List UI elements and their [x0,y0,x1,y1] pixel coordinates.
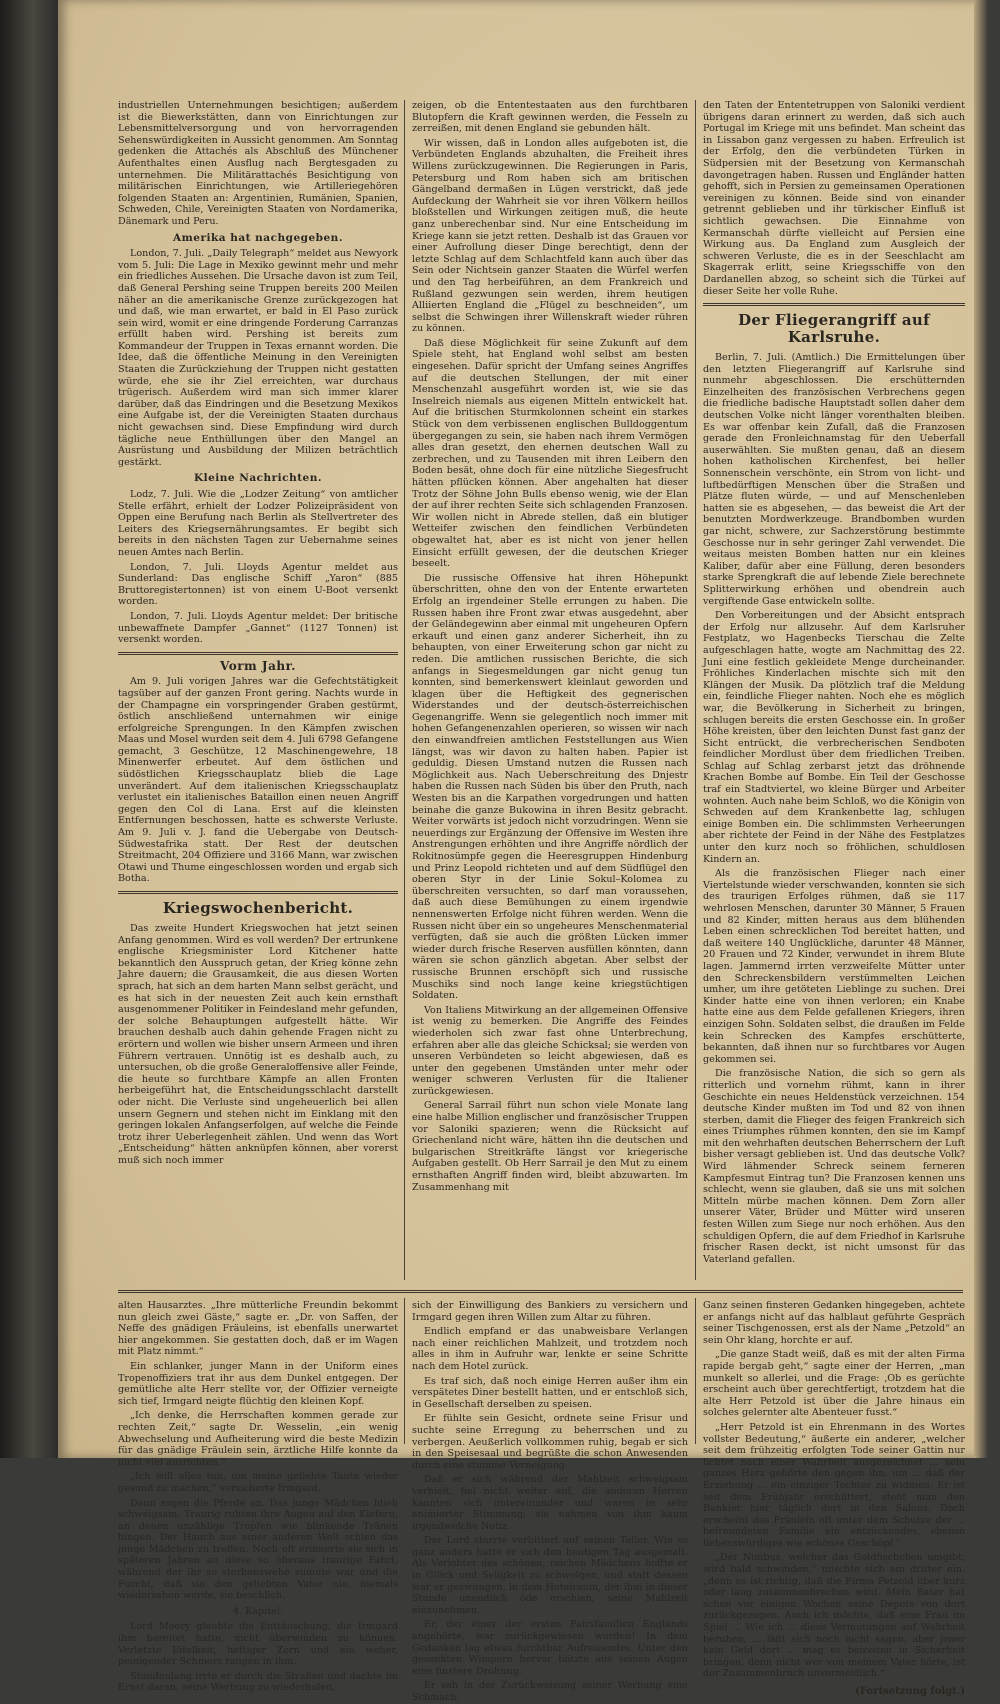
article-text: Die französische Nation, die sich so gern als ritterlich und vornehm rühmt, kann in ihrer Geschichte ein neues Heldenstück verzeichnen. 154 deutsche Kinder mußten im Tod und 82 von ihnen sterben, damit die Flieger des feigen Frankreich sich eines Triumphes rühmen konnten, den sie im Kampf mit den wehrhaften deutschen Beherrschern der Luft bisher versagt geblieben ist. Und das deutsche Volk? Wird lähmender Schreck seinem ferneren Kampfesmut Eintrag tun? Die Franzosen kennen uns schlecht, wenn sie glauben, daß sie uns mit solchen Mitteln mürbe machen können. Dem Zorn aller unserer Väter, Brüder und Mütter wird unseren festen Willen zum Siege nur noch erhöhen. Aus den schuldigen Opfern, die auf dem Friedhof in Karlsruhe frischer Rasen deckt, ist nicht umsonst für das Vaterland gefallen. [703,1068,965,1265]
article-text: den Taten der Ententetruppen von Saloniki verdient übrigens daran erinnert zu werden, daß sich auch Portugal im Kriege mit uns befindet. Man scheint das in Lissabon ganz vergessen zu haben. Erfreulich ist der Erfolg, den die verbündeten Türken in Südpersien mit der Besetzung von Kermanschah davongetragen haben. Russen und Engländer hatten gehofft, sich in Persien zu gemeinsamen Operationen vereinigen zu können. Beide sind von einander getrennt geblieben und ihr türkischer Einfluß ist sichtlich gewachsen. Die Einnahme von Kermanschah dürfte vielleicht auf Persien eine Wirkung aus. Da England zum Ausgleich der schweren Verluste, die es in der Seeschlacht am Skagerrak erlitt, seine Kriegsschiffe von den Dardanellen abzog, so scheint sich die Türkei auf dieser Seite her volle Ruhe. [703,100,965,297]
column-rule [404,1298,405,1444]
article-text: zeigen, ob die Ententestaaten aus den furchtbaren Blutopfern die Kraft gewinnen werden, die Fesseln zu zerreißen, mit denen England sie gebunden hält. [412,100,688,135]
headline-amerika: Amerika hat nachgegeben. [173,231,343,244]
article-text: Als die französischen Flieger nach einer Viertelstunde wieder verschwanden, konnten sie sich des traurigen Erfolges rühmen, daß sie 117 wehrlosen Menschen, darunter 30 Männer, 5 Frauen und 82 Kinder, mitten heraus aus dem blühenden Leben einen schrecklichen Tod bereitet hatten, und daß weitere 140 Unglückliche, darunter 48 Männer, 20 Frauen und 72 Kinder, verwundet in ihrem Blute lagen. Jammernd irrten verzweifelte Mütter unter den Schreckensbildern verstümmelten Leichen umher, um ihre getöteten Lieblinge zu suchen. Drei Kinder hatte eine von ihnen verloren; ein Knabe hatte eine aus dem Felde gefallenen Kriegers, ihren einzigen Sohn. Soldaten selbst, die draußen im Felde kein Schrecken des Kampfes erschütterte, bekannten, daß ihnen nur so furchtbares vor Augen gekommen sei. [703,868,965,1065]
serial-text: Es traf sich, daß noch einige Herren außer ihm ein verspätetes Diner bestellt hatten, und er entschloß sich, in Gesellschaft derselben zu speisen. [412,1375,688,1410]
article-text: Lodz, 7. Juli. Wie die „Lodzer Zeitung“ von amtlicher Stelle erfährt, erhielt der Lodzer Polizeipräsident von Oppen eine Berufung nach Berlin als Stellvertreter des Leiters des Kriegsernährungsamtes. Er begibt sich bereits in den nächsten Tagen zur Uebernahme seines neuen Amtes nach Berlin. [118,489,398,558]
serial-text: Er fühlte sein Gesicht, ordnete seine Frisur und suchte seine Erregung zu beherrschen und zu verbergen. Aeußerlich vollkommen ruhig, begab er sich in den Speisesaal und begrüßte die schon Anwesenden durch eine stumme Verneigung. [412,1413,688,1471]
headline-vorm-jahr: Vorm Jahr. [220,658,296,673]
serial-text: Er sah in der Zurückweisung seiner Werbung eine Schmach. [412,1680,688,1703]
article-text: Wir wissen, daß in London alles aufgeboten ist, die Verbündeten Englands abzuhalten, die Freiheit ihres Willens zurückzugewinnen. Die Regierungen in Paris, Petersburg und Rom haben sich am britischen Gängelband dermaßen in Lügen verstrickt, daß jede Aufdeckung der Wahrheit sie vor ihren Völkern heillos bloßstellen und Wirkungen zeitigen muß, die heute ganz unberechenbar sind. Nur eine Entscheidung im Kriege kann sie jetzt retten. Deshalb ist das Grauen vor einer Aufrollung dieser Dinge berechtigt, denn der letzte Schlag auf dem Schlachtfeld kann auch über das Sein oder Nichtsein ganzer Staaten die Würfel werfen und den Tag herbeiführen, an dem Frankreich und Rußland gezwungen sein werden, ihrem heutigen Alliierten England die „Flügel zu beschneiden“, um selbst die Schwingen ihrer Willenskraft wieder rühren zu können. [412,137,688,335]
article-text: Daß diese Möglichkeit für seine Zukunft auf dem Spiele steht, hat England wohl selbst am besten eingesehen. Dafür spricht der Umfang seines Angriffes auf die deutschen Stellungen, der mit einer Menschenzahl ausgeführt worden ist, wie sie das Inselreich niemals aus eigenen Mitteln entwickelt hat. Auf die britischen Sturmkolonnen scheint ein starkes Stück von dem verbissenen englischen Bulldoggentum übergegangen zu sein, sie haben nach ihrem Vermögen alles dran gesetzt, den ehernen deutschen Wall zu zerbrechen, und zu Tausenden mit ihren Leibern den Boden besät, ohne doch für eine nützliche Siegesfrucht hätten pflücken können. Aber angehalten hat dieser Trotz der Söhne John Bulls ebenso wenig, wie der Elan der auf ihrer rechten Seite sich schlagenden Franzosen. Wir wollen nicht in Abrede stellen, daß ein blutiger Wetteifer zwischen den feindlichen Verbündeten obgewaltet hat, aber es ist nicht von jener hellen Einsicht erfüllt gewesen, der die deutschen Krieger beseelt. [412,337,688,570]
serial-text: Er, der einer der ersten Pairsfamilien Englands angehörte, war zurückgewiesen worden! In dem Gedanken lag etwas furchtbar Aufreizendes. Unter den gesenkten Wimpern hervor blitzte aus seinen Augen eine finstere Drohung. [412,1619,688,1677]
serial-text: „Ich will alles tun, um meine geliebte Tante wieder gesund zu machen,“ versicherte Irmgard. [118,1471,398,1494]
serial-text: „Die ganze Stadt weiß, daß es mit der alten Firma rapide bergab geht,“ sagte einer der Herren, „man munkelt so allerlei, und die Frage: ‚Ob es gerüchte erscheint auch über gerechtfertigt, trotzdem hat die alte Herr Petzold ist über die Jahre hinaus ein solches gelernter alte Abenteuer fusst.“ [703,1349,965,1419]
article-text: General Sarrail führt nun schon viele Monate lang eine halbe Million englischer und französischer Truppen vor Saloniki spazieren; wenn die Rücksicht auf Griechenland nicht wäre, hätten ihn die deutschen und bulgarischen Streitkräfte längst vor kriegerische Aufgaben gestellt. Ob Herr Sarrail je den Mut zu einem ernsthaften Angriff finden wird, bleibt abzuwarten. Im Zusammenhang mit [412,1100,689,1193]
headline-kleine-nachrichten: Kleine Nachrichten. [193,472,323,485]
serial-text: Stundenlang irrte er durch die Straßen und dachte im Ernst daran, seine Werbung zu wiederholen, [118,1670,398,1694]
article-text: London, 7. Juli. Lloyds Agentur meldet: Der britische unbewaffnete Dampfer „Gannet“ (1127 Tonnen) ist versenkt worden. [118,610,398,646]
chapter-heading: 4. Kapitel. [233,1605,283,1617]
serial-text: „Herr Petzold ist ein Ehrenmann in des Wortes vollster Bedeutung,“ äußerte ein anderer, „welcher seit dem frühzeitig erfolgten Tode seiner Gattin nur lichtet nach einer Wahrheit ausgezeichnet ... sein ganzes Herz gehörte den gegen ihn, um ... daß der Erziehung ... ein einziger Tochter zu widmen. Er ist seit dem Frühjahr erschüttert, steht man den Bankier hier täglich dort in den Salons. Doch erscheint das Fräulein oft unter dem Schutze der ... befreundeten Familie ein entzückendes, ebenso liebenswürdiges wie schönes Geschöpf.“ [703,1421,965,1549]
article-text: Von Italiens Mitwirkung an der allgemeinen Offensive ist wenig zu bemerken. Die Angriffe des Feindes wiederholen sich zwar fast ohne Unterbrechung, erfahren aber alle das gleiche Schicksal; sie werden von unseren Verbündeten so leicht abgewiesen, daß es unter den gegebenen Umständen unter mehr oder weniger schweren Verlusten für die Italiener zurückgewiesen. [412,1004,688,1097]
headline-fliegerangriff: Der Fliegerangriff auf Karlsruhe. [738,311,930,347]
page-edge [974,0,988,1458]
serial-text: Der Lord starrte verbittert auf seinen Teller. Wie so ganz anders hatte er sich den heutigen Tag ausgemalt. Als Verlobter des schönen, reichen Mädchens hoffte er in Glück und Seligkeit zu schwelgen, und statt dessen war er gezwungen, in dem Hotelraum, der ihm in dieser Stunde unendlich öde erschien, seine Mahlzeit einzunehmen. [412,1535,688,1616]
column-rule [404,100,405,1280]
column-rule [695,100,696,1280]
serial-column-1 [118,1300,398,1694]
serial-text: sich der Einwilligung des Bankiers zu versichern und Irmgard gegen ihren Willen zum Altar zu führen. [412,1300,688,1323]
serial-column-2 [412,1300,688,1703]
serial-text: Endlich empfand er das unabweisbare Verlangen nach einer reichlichen Mahlzeit, und trotzdem noch alles in ihm in Aufruhr war, lenkte er seine Schritte nach dem Hotel zurück. [412,1326,688,1372]
serial-text: Ganz seinen finsteren Gedanken hingegeben, achtete er anfangs nicht auf das halblaut geführte Gespräch seiner Tischgenossen, erst als der Name „Petzold“ an sein Ohr klang, horchte er auf. [703,1300,965,1346]
serial-text: Lord Moory glaubte die Enttäuschung, die Irmgard ihm bereitet hatte, nicht überwinden zu können. Verletzte Eitelkeit, heftiger Zorn und ein weher, peinigender Schmerz rangen in ihm. [118,1621,398,1668]
serial-text: „Der Nimbus, welcher das Goldfischchen umgibt, wird bald schwinden,“ mischte sich ein dritter ein. „denn es ist richtig, daß die Firma Petzold über kurz oder lang zusammenbrechen wird. Mein Bater hat schon vor einigen Wochen seine Depots von dort zurückgezogen. Auch ich möchte, daß eine Frau im Spiel ... Wie ich ... diese Vermutungen auf Wahrheit beruhen, ... läßt sich noch nicht sagen, aber jener kein Geld dort ... mag es beizeiten in Sicherheit bringen, denn nicht wer von meinem Vater hörte, ist der Zusammenbruch unvermeidlich.“ [703,1552,965,1680]
article-text: London, 7. Juli. Lloyds Agentur meldet aus Sunderland: Das englische Schiff „Yaron“ (885 Bruttoregistertonnen) ist von einem U-Boot versenkt worden. [118,561,398,608]
article-text: London, 7. Juli. „Daily Telegraph“ meldet aus Newyork vom 5. Juli: Die Lage in Mexiko gewinnt mehr und mehr ein friedliches Aussehen. Die Ursache davon ist zum Teil, daß General Pershing seine Truppen bereits 200 Meilen näher an die amerikanische Grenze zurückgezogen hat und daß, wie man erwartet, er bald in El Paso zurück sein wird, womit er eine dringende Forderung Carranzas erfüllt haben wird. Pershing ist bereits zum Kommandeur der Truppen in Texas ernannt worden. Die Idee, daß die öffentliche Meinung in den Vereinigten Staaten die Zurückziehung der Truppen nicht gestatten würde, ehe sie ihr Ziel erreichten, war durchaus trügerisch. Außerdem wird man sich immer klarer darüber, daß das Eindringen und die Besetzung Mexikos eine Aufgabe ist, der die Vereinigten Staaten durchaus nicht gewachsen sind. Diese Empfindung wird durch tägliche neue Enthüllungen über den Mangel an Ausrüstung und Ausbildung der Milizen beträchtlich gestärkt. [118,248,398,468]
serial-text: alten Hausarztes. „Ihre mütterliche Freundin bekommt nun gleich zwei Gäste,“ sagte er. „Dr. von Saffen, der Neffe des gnädigen Fräuleins, ist ebenfalls unerwartet hier angekommen. Sie gestatten doch, daß er im Wagen mit Platz nimmt.“ [118,1300,398,1358]
section-rule [118,652,398,655]
column-1 [118,100,398,1285]
article-text: Berlin, 7. Juli. (Amtlich.) Die Ermittelungen über den letzten Fliegerangriff auf Karlsruhe sind nunmehr abgeschlossen. Die erschütternden Einzelheiten des französischen Verbrechens gegen die friedliche badische Hauptstadt sollen daher dem deutschen Volke nicht länger vorenthalten bleiben. Es war offenbar kein Zufall, daß die Franzosen gerade den Fronleichnamstag für den Ueberfall auserwählten. Sie mußten genau, daß an diesem hohen katholischen Kirchenfest, bei heller Sonnenschein verschönte, ein Strom von licht- und luftbedürftigen Menschen über die Straßen und Plätze fluten würde, — und auf Menschenleben hatten sie es abgesehen, — das beweist die Art der benutzten Mordwerkzeuge. Brandbomben wurden gar nicht, schwere, zur Sachzerstörung bestimmte Geschosse nur in sehr geringer Zahl verwendet. Die weitaus meisten Bomben hatten nur ein kleines Kaliber, dafür aber eine Füllung, deren besonders starke Sprengkraft die auf lebende Ziele berechnete Splitterwirkung erhöhen und obendrein auch vergiftende Gase entwickeln sollte. [703,352,965,607]
column-rule [695,1298,696,1444]
serial-text: „Ich denke, die Herrschaften kommen gerade zur rechten Zeit,“ sagte Dr. Wesselin, „ein wenig Abwechselung und Aufheiterung wird die beste Medizin für das gnädige Fräulein sein, ärztliche Hilfe konnte da nicht viel ausrichten.“ [118,1410,398,1468]
article-text: Die russische Offensive hat ihren Höhepunkt überschritten, ohne den von der Entente erwarteten Erfolg an irgendeiner Stelle errungen zu haben. Die Russen haben ihre Front zwar etwas ausgedehnt, aber der Geländegewinn aber einmal mit ungeheuren Opfern erkauft und einen ganz anderer Sicherheit, ihn zu behaupten, von einer Erweiterung schon gar nicht zu reden. Die amtlichen russischen Berichte, die sich anfangs in Siegesmeldungen gar nicht genug tun konnten, sind bemerkenswert kleinlaut geworden und klagen über die Heftigkeit des gegnerischen Widerstandes und der deutsch-österreichischen Gegenangriffe. Wenn sie gelegentlich noch immer mit hohen Gefangenenzahlen operieren, so wissen wir nach den einwandfreien amtlichen Feststellungen aus Wien längst, was wir davon zu halten haben. Papier ist geduldig. Diesen Umstand nutzen die Russen nach Möglichkeit aus. Nach Ueberschreitung des Dnjestr haben die Russen nach Süden bis über den Pruth, nach Westen bis an die Karpathen vorgedrungen und hatten beinahe die ganze Bukowina in ihren Besitz gebracht. Weiter vorwärts ist jedoch nicht vorzudringen. Wenn sie neuerdings zur Ergänzung der Offensive im Westen ihre Anstrengungen erhöhten und ihre Angriffe nördlich der Rokitnosümpfe gegen die Heeresgruppen Hindenburg und Prinz Leopold richteten und auf dem Südflügel den oberen Styr in der Linie Sokul–Kolomea zu überschreiten versuchten, so darf man voraussehen, daß auch diese Bemühungen zu einem irgendwie nennenswerten Erfolge nicht führen werden. Wenn die Russen nicht über ein so ungeheures Menschenmaterial verfügten, daß sie auch die größten Lücken immer wieder durch frische Reserven ausfüllen könnten, dann wären sie schon gänzlich abgetan. Aber selbst der russische Brunnen erschöpft sich und russische Muschiks sind noch lange keine kriegstüchtigen Soldaten. [412,572,688,1002]
serial-text: Dann zogen die Pferde an. Das junge Mädchen blieb schweigsam. Traurig ruhten ihre Augen auf den Kiefern, an denen unzählige Tropfen wie blinkende Tränen hingen. Der Hauch aus einer anderen Welt schien das junge Mädchen zu treffen. Noch oft erinnerte sie sich in späteren Jahren an diese so überaus traurige Fahrt, während der ihr so sterbenswehe zumute war und die Furcht, daß sie den geliebten Vater nie, niemals wiedersehen werde, sie beschlich. [118,1497,398,1602]
serial-text: Daß er sich während der Mahlzeit schweigsam verhielt, fiel nicht weiter auf, die anderen Herren kannten sich untereinander und waren in sehr animierter Stimmung; sie nahmen von ihm kaum irgendwelche Notiz. [412,1474,688,1532]
headline-kriegswochenbericht: Kriegswochenbericht. [162,899,354,917]
article-text: Das zweite Hundert Kriegswochen hat jetzt seinen Anfang genommen. Wird es voll werden? Der ertrunkene englische Kriegsminister Lord Kitchener hatte bekanntlich den Ausspruch getan, der Krieg könne zehn Jahre dauern; die Grausamkeit, die aus diesen Worten sprach, hat sich an dem harten Mann selbst gerächt, und es hat sich in der neuesten Zeit auch kein ernsthaft ausgenommener Politiker in Feindesland mehr gefunden, der solche Behauptungen aufgestellt hätte. Wir brauchen deshalb auch dahin gehende Fragen nicht zu erörtern und wollen wie bisher unsern Armeen und ihren Führern vertrauen. Unnötig ist es deshalb auch, zu untersuchen, ob die große Generaloffensive aller Feinde, die heute so furchtbare Kämpfe an allen Fronten herbeigeführt hat, die Entscheidungsschlacht darstellt oder nicht. Die Verluste sind ungeheuerlich bei allen unsern Gegnern und stehen nicht im Einklang mit den geringen lokalen Anfangserfolgen, auf welche die Feinde trotz ihrer Ueberlegenheit zählen. Und wenn das Wort „Entscheidung“ hätten anknüpfen können, aber vorerst muß sich noch immer [118,923,398,1166]
serial-text: Ein schlanker, junger Mann in der Uniform eines Tropenoffiziers trat ihr aus dem Dunkel entgegen. Der gemütliche alte Herr stellte vor, der Offizier verneigte sich tief, Irmgard neigte flüchtig den kleinen Kopf. [118,1360,398,1407]
column-2 [412,100,688,1285]
continuation-note: (Fortsetzung folgt.) [855,1686,965,1697]
section-rule [703,303,965,306]
feuilleton-divider [118,1290,963,1293]
serial-column-3 [703,1300,965,1697]
newspaper-page [58,0,988,1703]
book-binding [0,0,60,1458]
column-3 [703,100,965,1285]
article-text: industriellen Unternehmungen besichtigen; außerdem ist die Biewerkstätten, dann von Einrichtungen zur Lebensmittelversorgung und von hervorragenden Sehenswürdigkeiten in Aussicht genommen. Am Sonntag gedenken die Attachés als Abschluß des Münchener Aufenthaltes einen Ausflug nach Bergtesgaden zu unternehmen. Die Militärattachés Besichtigung von militärischen Einrichtungen, wie Artilleriegehören folgenden Staaten an: Argentinien, Rumänien, Spanien, Schweden, Chile, Vereinigten Staaten von Nordamerika, Dänemark und Peru. [118,100,398,227]
section-rule [118,891,398,894]
article-text: Am 9. Juli vorigen Jahres war die Gefechtstätigkeit tagsüber auf der ganzen Front gering. Nachts wurde in der Champagne ein vorspringender Graben gestürmt, östlich anschließend unternahmen wir einige erfolgreiche Sprengungen. In den Kämpfen zwischen Maas und Mosel wurden seit dem 4. Juli 6798 Gefangene gemacht, 3 Geschütze, 12 Maschinengewehre, 18 Minenwerfer erbeutet. Auf dem östlichen und südöstlichen Kriegsschauplatz blieb die Lage unverändert. Auf dem italienischen Kriegsschauplatz verlustet ein italienisches Bataillon einen neuen Angriff gegen den Col di Lana. Erst auf die kleinsten Entfernungen beschossen, hatte es schwerste Verluste. Am 9. Juli v. J. fand die Uebergabe von Deutsch-Südwestafrika statt. Der Rest der deutschen Streitmacht, 204 Offiziere und 3166 Mann, war zwischen Otawi und Thume eingeschlossen worden und ergab sich Botha. [118,676,398,885]
article-text: Den Vorbereitungen und der Absicht entsprach der Erfolg nur allzusehr. Auf dem Karlsruher Festplatz, wo Hagenbecks Tierschau die Zelte aufgeschlagen hatte, wogte am Nachmittag des 22. Juni eine festlich gekleidete Menge durcheinander. Fröhliches Kinderlachen mischte sich mit den Klängen der Musik. Da plötzlich traf die Meldung ein, feindliche Flieger nahten. Noch ehe es möglich war, die Bevölkerung in Sicherheit zu bringen, schlugen bereits die ersten Geschosse ein. In großer Höhe kreisten, über den leichten Dunst fast ganz der Sicht entrückt, die verbrecherischen Sendboten feindlicher Mordlust über dem friedlichen Treiben. Schlag auf Schlag zerbarst jetzt das dröhnende Krachen Bombe auf Bombe. Ein Teil der Geschosse traf ein Stadtviertel, wo kleine Bürger und Arbeiter wohnten. Auch nahe beim Schloß, wo die Königin von Schweden auf dem Krankenbette lag, schlugen einige Bomben ein. Die schlimmsten Verheerungen aber richtete der Feind in der Nähe des Festplatzes unter den kurz noch so fröhlichen, schuldlosen Kindern an. [703,610,965,865]
